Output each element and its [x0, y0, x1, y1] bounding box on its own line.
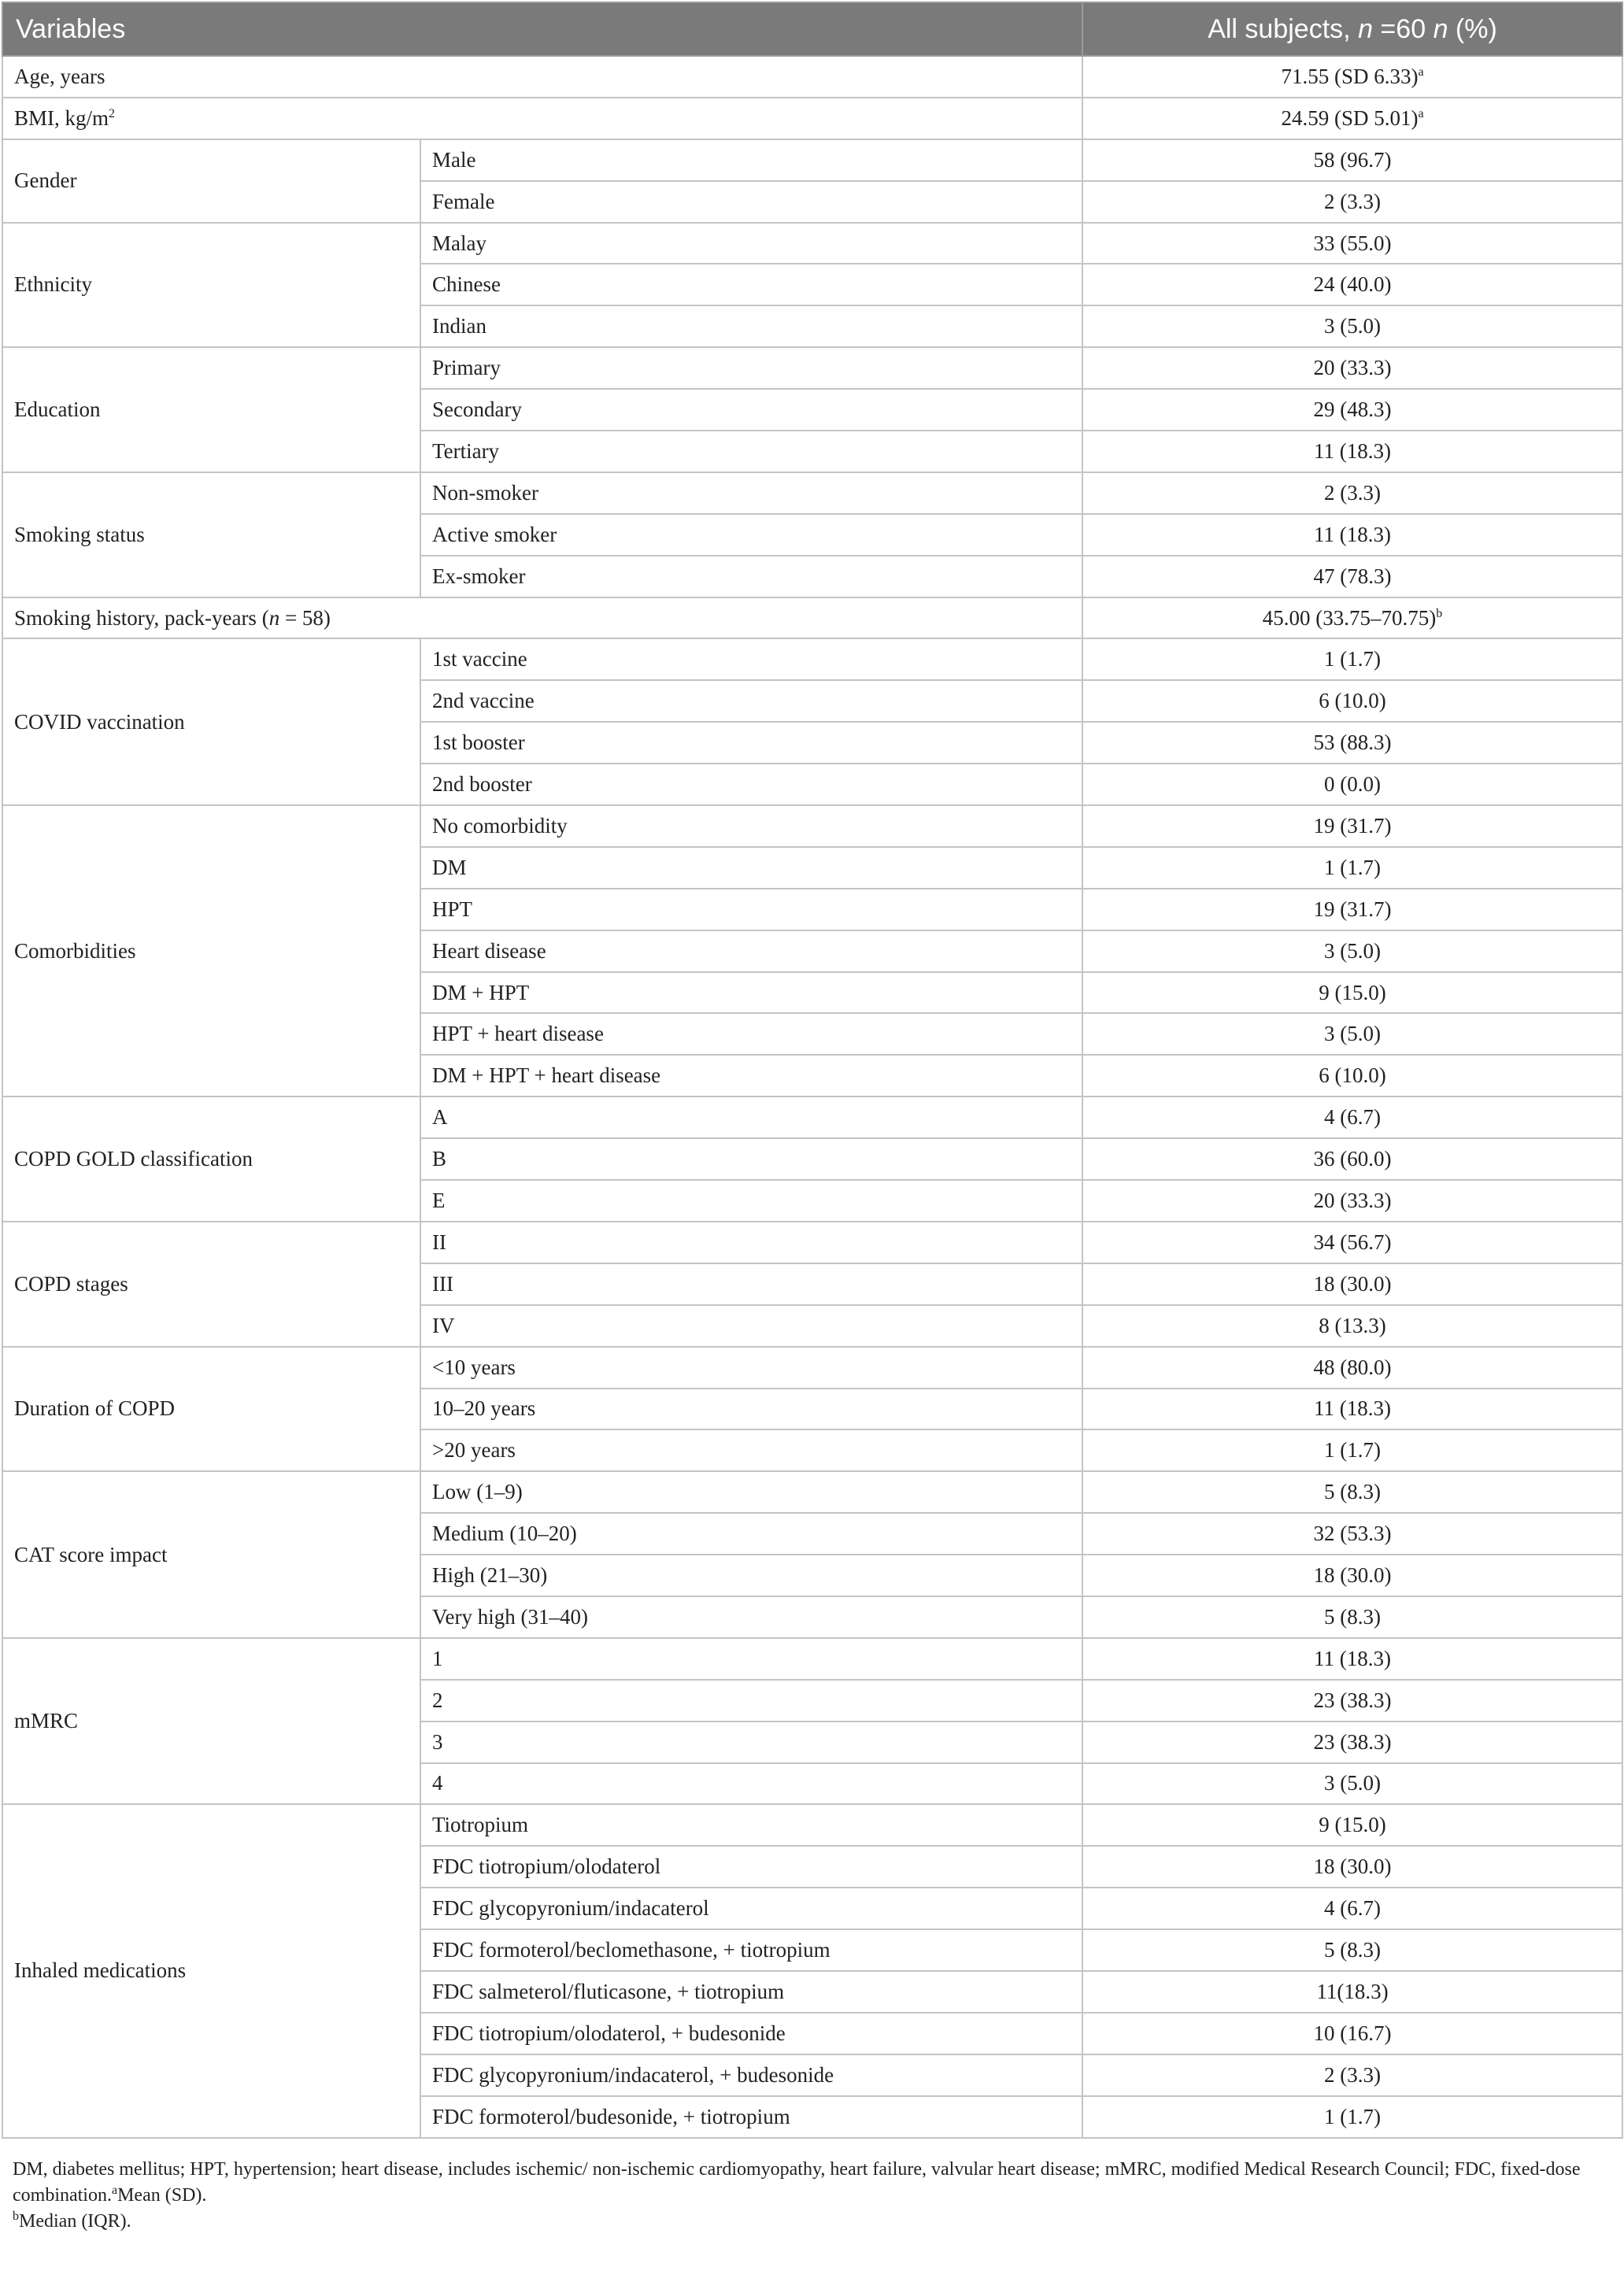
- value-cell: 2 (3.3): [1082, 472, 1622, 514]
- value-cell: 11 (18.3): [1082, 514, 1622, 556]
- value-cell: 3 (5.0): [1082, 1763, 1622, 1805]
- value-cell: 11 (18.3): [1082, 431, 1622, 472]
- category-label: FDC tiotropium/olodaterol, + budesonide: [420, 2013, 1082, 2054]
- table-footnotes: [13, 2157, 1611, 2235]
- value-cell: 18 (30.0): [1082, 1263, 1622, 1305]
- footnote-abbreviations: [13, 2157, 1611, 2209]
- variable-label: [2, 597, 1082, 639]
- value-cell: 1 (1.7): [1082, 1429, 1622, 1471]
- category-label: 1st vaccine: [420, 638, 1082, 680]
- category-label: A: [420, 1096, 1082, 1138]
- header-n: n: [1358, 13, 1373, 44]
- table-row: [2, 347, 1622, 389]
- table-row: [2, 139, 1622, 181]
- table-row: [2, 1222, 1622, 1263]
- label-superscript: 2: [109, 106, 116, 120]
- value-footnote-mark: a: [1418, 106, 1424, 120]
- group-label: COPD stages: [2, 1222, 420, 1347]
- group-label: COPD GOLD classification: [2, 1096, 420, 1222]
- category-label: 2nd booster: [420, 764, 1082, 805]
- value-cell: 6 (10.0): [1082, 1055, 1622, 1096]
- label-italic: n: [268, 605, 280, 630]
- group-label: CAT score impact: [2, 1471, 420, 1638]
- category-label: 1st booster: [420, 722, 1082, 764]
- category-label: 10–20 years: [420, 1389, 1082, 1430]
- table-header-row: [2, 2, 1622, 56]
- category-label: 2: [420, 1680, 1082, 1721]
- value-cell: 2 (3.3): [1082, 2054, 1622, 2096]
- group-label: Ethnicity: [2, 223, 420, 348]
- variable-label: [2, 56, 1082, 98]
- category-label: Tertiary: [420, 431, 1082, 472]
- value-cell: [1082, 56, 1622, 98]
- footnote-b: [13, 2209, 1611, 2235]
- value-cell: 18 (30.0): [1082, 1846, 1622, 1888]
- footnote-b-mark: b: [13, 2210, 19, 2223]
- value-cell: 19 (31.7): [1082, 889, 1622, 930]
- table-row: [2, 1096, 1622, 1138]
- value-cell: [1082, 98, 1622, 139]
- footnote-main: DM, diabetes mellitus; HPT, hypertension; heart disease, includes ischemic/ non-ischemic cardiomyopathy, heart failure, valvular heart disease; mMRC, modified Medical Research Council; FDC, fixed-dose combination.: [13, 2159, 1581, 2206]
- value-cell: 11(18.3): [1082, 1971, 1622, 2013]
- value-text: 71.55 (SD 6.33): [1281, 64, 1419, 88]
- value-cell: 11 (18.3): [1082, 1638, 1622, 1680]
- value-cell: 20 (33.3): [1082, 347, 1622, 389]
- value-cell: 53 (88.3): [1082, 722, 1622, 764]
- category-label: FDC glycopyronium/indacaterol, + budesonide: [420, 2054, 1082, 2096]
- table-body: [2, 56, 1622, 2138]
- variable-label-text: Smoking history, pack-years (: [14, 605, 269, 630]
- value-cell: 9 (15.0): [1082, 1804, 1622, 1846]
- category-label: 2nd vaccine: [420, 680, 1082, 722]
- category-label: 1: [420, 1638, 1082, 1680]
- category-label: Malay: [420, 223, 1082, 264]
- table-row: [2, 597, 1622, 639]
- group-label: Education: [2, 347, 420, 472]
- category-label: Active smoker: [420, 514, 1082, 556]
- group-label: Inhaled medications: [2, 1804, 420, 2137]
- category-label: B: [420, 1138, 1082, 1180]
- table-row: [2, 805, 1622, 847]
- category-label: Very high (31–40): [420, 1596, 1082, 1638]
- category-label: Chinese: [420, 264, 1082, 305]
- value-cell: 19 (31.7): [1082, 805, 1622, 847]
- category-label: DM + HPT + heart disease: [420, 1055, 1082, 1096]
- characteristics-table: [2, 2, 1623, 2139]
- value-cell: 20 (33.3): [1082, 1180, 1622, 1222]
- category-label: III: [420, 1263, 1082, 1305]
- footnote-a-mark: a: [111, 2184, 118, 2197]
- category-label: Ex-smoker: [420, 556, 1082, 597]
- value-cell: 33 (55.0): [1082, 223, 1622, 264]
- category-label: II: [420, 1222, 1082, 1263]
- category-label: HPT + heart disease: [420, 1013, 1082, 1055]
- value-cell: 5 (8.3): [1082, 1929, 1622, 1971]
- value-cell: 36 (60.0): [1082, 1138, 1622, 1180]
- value-cell: 34 (56.7): [1082, 1222, 1622, 1263]
- group-label: Comorbidities: [2, 805, 420, 1096]
- group-label: Duration of COPD: [2, 1347, 420, 1472]
- table-row: [2, 1804, 1622, 1846]
- label-tail: = 58): [279, 605, 331, 630]
- table-row: [2, 1347, 1622, 1389]
- category-label: Heart disease: [420, 930, 1082, 972]
- header-variables: Variables: [2, 2, 1082, 56]
- category-label: Low (1–9): [420, 1471, 1082, 1513]
- category-label: Non-smoker: [420, 472, 1082, 514]
- group-label: COVID vaccination: [2, 638, 420, 805]
- value-cell: 4 (6.7): [1082, 1096, 1622, 1138]
- category-label: >20 years: [420, 1429, 1082, 1471]
- value-cell: 1 (1.7): [1082, 638, 1622, 680]
- value-text: 45.00 (33.75–70.75): [1262, 605, 1437, 630]
- footnote-a-text: Mean (SD).: [117, 2185, 207, 2206]
- value-cell: 58 (96.7): [1082, 139, 1622, 181]
- category-label: 4: [420, 1763, 1082, 1805]
- value-cell: 4 (6.7): [1082, 1888, 1622, 1929]
- table-row: [2, 98, 1622, 139]
- value-cell: 18 (30.0): [1082, 1555, 1622, 1596]
- category-label: FDC salmeterol/fluticasone, + tiotropium: [420, 1971, 1082, 2013]
- header-n2: n: [1433, 13, 1448, 44]
- value-cell: 3 (5.0): [1082, 305, 1622, 347]
- category-label: Secondary: [420, 389, 1082, 431]
- value-cell: 0 (0.0): [1082, 764, 1622, 805]
- category-label: IV: [420, 1305, 1082, 1347]
- group-label: mMRC: [2, 1638, 420, 1805]
- value-cell: 1 (1.7): [1082, 2096, 1622, 2138]
- table-row: [2, 638, 1622, 680]
- table-row: [2, 223, 1622, 264]
- value-cell: 23 (38.3): [1082, 1680, 1622, 1721]
- category-label: FDC tiotropium/olodaterol: [420, 1846, 1082, 1888]
- category-label: Tiotropium: [420, 1804, 1082, 1846]
- table-row: [2, 472, 1622, 514]
- category-label: Indian: [420, 305, 1082, 347]
- value-cell: 3 (5.0): [1082, 930, 1622, 972]
- value-cell: 48 (80.0): [1082, 1347, 1622, 1389]
- header-all-prefix: All subjects,: [1208, 13, 1359, 44]
- value-cell: 32 (53.3): [1082, 1513, 1622, 1555]
- header-eq: =60: [1372, 13, 1433, 44]
- category-label: <10 years: [420, 1347, 1082, 1389]
- variable-label-text: BMI, kg/m: [14, 105, 109, 130]
- category-label: High (21–30): [420, 1555, 1082, 1596]
- category-label: DM + HPT: [420, 972, 1082, 1014]
- value-cell: 5 (8.3): [1082, 1596, 1622, 1638]
- value-cell: [1082, 597, 1622, 639]
- value-cell: 5 (8.3): [1082, 1471, 1622, 1513]
- category-label: Primary: [420, 347, 1082, 389]
- value-cell: 10 (16.7): [1082, 2013, 1622, 2054]
- variable-label: [2, 98, 1082, 139]
- variable-label-text: Age, years: [14, 64, 105, 88]
- category-label: FDC formoterol/budesonide, + tiotropium: [420, 2096, 1082, 2138]
- table-row: [2, 1471, 1622, 1513]
- group-label: Smoking status: [2, 472, 420, 597]
- category-label: DM: [420, 847, 1082, 889]
- header-suffix: (%): [1448, 13, 1497, 44]
- value-cell: 23 (38.3): [1082, 1721, 1622, 1763]
- value-cell: 2 (3.3): [1082, 181, 1622, 223]
- category-label: E: [420, 1180, 1082, 1222]
- value-cell: 11 (18.3): [1082, 1389, 1622, 1430]
- value-cell: 47 (78.3): [1082, 556, 1622, 597]
- category-label: Female: [420, 181, 1082, 223]
- category-label: FDC glycopyronium/indacaterol: [420, 1888, 1082, 1929]
- category-label: FDC formoterol/beclomethasone, + tiotropium: [420, 1929, 1082, 1971]
- value-footnote-mark: b: [1436, 606, 1443, 620]
- table-row: [2, 56, 1622, 98]
- value-cell: 29 (48.3): [1082, 389, 1622, 431]
- category-label: No comorbidity: [420, 805, 1082, 847]
- value-cell: 8 (13.3): [1082, 1305, 1622, 1347]
- value-cell: 6 (10.0): [1082, 680, 1622, 722]
- value-text: 24.59 (SD 5.01): [1281, 105, 1419, 130]
- value-cell: 3 (5.0): [1082, 1013, 1622, 1055]
- category-label: Male: [420, 139, 1082, 181]
- category-label: HPT: [420, 889, 1082, 930]
- footnote-b-text: Median (IQR).: [19, 2211, 131, 2232]
- value-cell: 24 (40.0): [1082, 264, 1622, 305]
- category-label: Medium (10–20): [420, 1513, 1082, 1555]
- value-cell: 1 (1.7): [1082, 847, 1622, 889]
- value-cell: 9 (15.0): [1082, 972, 1622, 1014]
- value-footnote-mark: a: [1418, 65, 1424, 79]
- category-label: 3: [420, 1721, 1082, 1763]
- group-label: Gender: [2, 139, 420, 223]
- header-all-subjects: [1082, 2, 1622, 56]
- table-row: [2, 1638, 1622, 1680]
